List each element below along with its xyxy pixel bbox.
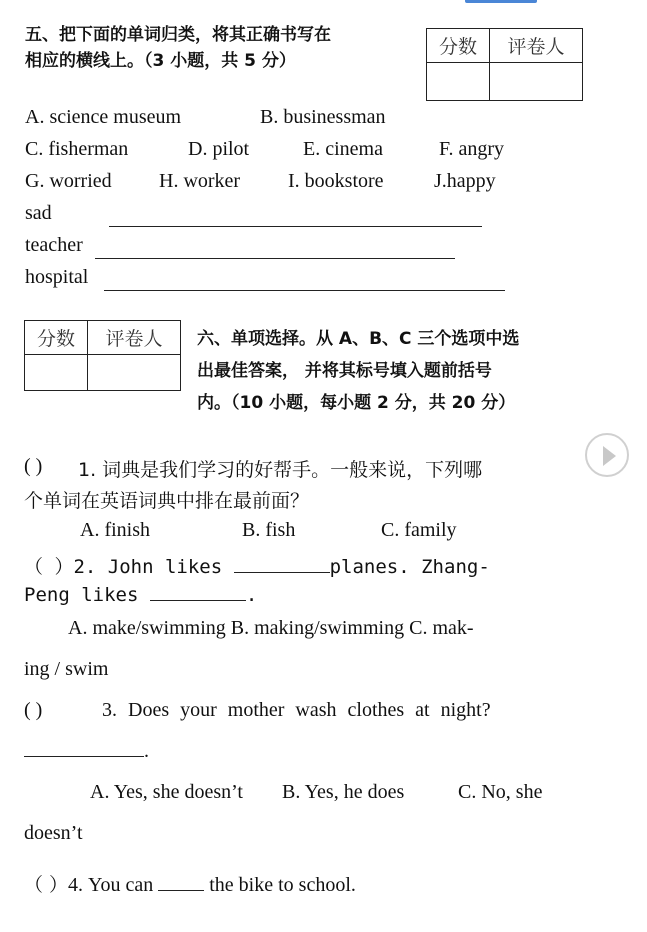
section5-title-line1: 五、把下面的单词归类，将其正确书写在 — [25, 25, 331, 45]
q1-stem-line1: 1. 词典是我们学习的好帮手。一般来说，下列哪 — [78, 459, 483, 481]
play-icon — [603, 446, 616, 466]
q2-stem-line1-b: planes. Zhang- — [329, 556, 490, 578]
q2-stem-line2-b: . — [245, 584, 258, 606]
top-accent-strip — [465, 0, 537, 3]
score-cell[interactable] — [427, 63, 490, 101]
q2-options-line2[interactable]: ing / swim — [24, 658, 109, 680]
word-option: G. worried — [25, 170, 112, 192]
q3-option-b[interactable]: B. Yes, he does — [282, 781, 405, 803]
category-label-teacher: teacher — [25, 234, 83, 256]
q2-blank-2[interactable] — [150, 600, 246, 601]
q3-paren[interactable]: ( ) — [24, 699, 43, 721]
q3-option-c-cont[interactable]: doesn’t — [24, 822, 83, 844]
word-option: E. cinema — [303, 138, 383, 160]
word-option: H. worker — [159, 170, 241, 192]
section6-title-line1: 六、单项选择。从 A、B、C 三个选项中选 — [197, 329, 520, 349]
word-option: D. pilot — [188, 138, 250, 160]
word-option: A. science museum — [25, 106, 182, 128]
word-option: B. businessman — [260, 106, 386, 128]
q3-option-c[interactable]: C. No, she — [458, 781, 543, 803]
q2-stem-line2-a: Peng likes — [24, 584, 150, 606]
q3-stem-line1: 3. Does your mother wash clothes at night? — [102, 699, 491, 721]
q4-stem-a: 4. You can — [68, 874, 159, 896]
q2-options-line1[interactable]: A. make/swimming B. making/swimming C. mak- — [68, 617, 474, 639]
q3-blank[interactable] — [24, 756, 144, 757]
q3-period: . — [144, 740, 149, 762]
q1-option-b[interactable]: B. fish — [242, 519, 296, 541]
word-option: I. bookstore — [288, 170, 384, 192]
q4-stem-b: the bike to school. — [204, 874, 356, 896]
grader-header: 评卷人 — [490, 29, 583, 63]
word-option: F. angry — [439, 138, 505, 160]
section5-score-table — [426, 28, 583, 101]
q2-paren[interactable]: （ ） — [24, 556, 74, 578]
answer-line-sad[interactable] — [109, 226, 482, 227]
q2-blank-1[interactable] — [234, 572, 330, 573]
score-header: 分数 — [25, 321, 88, 355]
section5-title-line2: 相应的横线上。（3 小题，共 5 分） — [25, 51, 296, 71]
section6-score-table — [24, 320, 181, 391]
word-option: C. fisherman — [25, 138, 129, 160]
q1-stem-line2: 个单词在英语词典中排在最前面？ — [24, 490, 310, 512]
section6-title-line2: 出最佳答案， 并将其标号填入题前括号 — [197, 361, 492, 381]
q2-stem-line2 — [24, 584, 257, 606]
answer-line-teacher[interactable] — [95, 258, 455, 259]
q4-blank[interactable] — [158, 890, 204, 891]
q4-stem — [24, 870, 356, 897]
category-label-hospital: hospital — [25, 266, 89, 288]
grader-cell[interactable] — [490, 63, 583, 101]
play-button[interactable] — [585, 433, 629, 477]
q1-option-a[interactable]: A. finish — [80, 519, 150, 541]
section6-title-line3: 内。（10 小题，每小题 2 分，共 20 分） — [197, 393, 516, 413]
q2-stem-line1-a: 2. John likes — [73, 556, 234, 578]
q3-stem-line2 — [24, 740, 149, 763]
q4-paren[interactable]: （ ） — [24, 874, 69, 896]
q1-option-c[interactable]: C. family — [381, 519, 457, 541]
word-option: J.happy — [434, 170, 496, 192]
q2-stem-line1 — [24, 552, 490, 579]
grader-header: 评卷人 — [88, 321, 181, 355]
score-header: 分数 — [427, 29, 490, 63]
grader-cell[interactable] — [88, 355, 181, 391]
q1-paren[interactable]: ( ) — [24, 455, 43, 477]
q3-option-a[interactable]: A. Yes, she doesn’t — [90, 781, 243, 803]
category-label-sad: sad — [25, 202, 52, 224]
score-cell[interactable] — [25, 355, 88, 391]
answer-line-hospital[interactable] — [104, 290, 505, 291]
